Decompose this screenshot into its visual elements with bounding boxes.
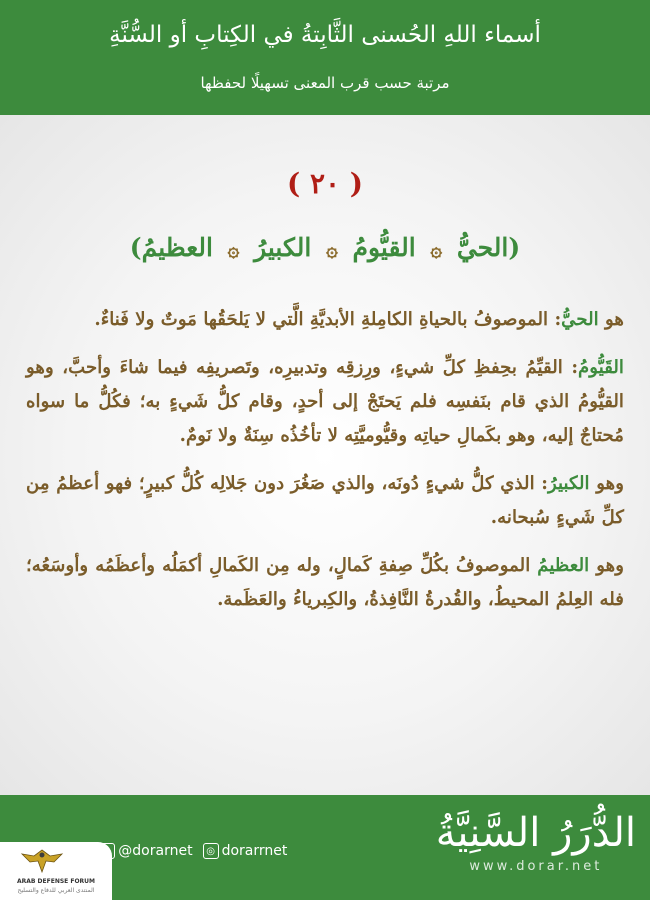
- instagram-handle: dorarrnet: [221, 843, 288, 859]
- paragraph-text: : الموصوفُ بالحياةِ الكامِلةِ الأبديَّةِ الَّتي لا يَلحَقُها مَوتٌ ولا فَناءٌ.: [94, 309, 562, 330]
- paragraph-prefix: وهو: [589, 473, 624, 494]
- explanation-text: [26, 303, 624, 631]
- paragraph-text: : الذي كلُّ شيءٍ دُونَه، والذي صَغُرَ دون جَلالِه كُلُّ كبيرٍ؛ فهو أعظمُ مِن كلِّ شَيءٍ سُبحانه.: [26, 473, 624, 528]
- content-panel: [0, 115, 650, 795]
- keyword-al-azim: العظيمُ: [537, 555, 590, 576]
- forum-watermark: [0, 842, 112, 900]
- paragraph-al-azim: [26, 549, 624, 617]
- paragraph-text: : القيِّمُ بحِفظِ كلِّ شيءٍ، ورِزقِه وتدبيرِه، وتَصريفِه فيما شاءَ وأحبَّ، وهو القيُّومُ الذي قام بنَفسِه فلم يَحتَجْ إلى أحدٍ، وقام كلُّ شَيءٍ به؛ فكُلُّ ما سواه مُحتاجٌ إليه، وهو بكَمالِ حياتِه وقيُّوميَّتِه لا تأخُذُه سِنَةٌ ولا نَومٌ.: [26, 357, 624, 446]
- paragraph-text: الموصوفُ بكُلِّ صِفةِ كَمالٍ، وله مِن الكَمالِ أكمَلُه وأعظَمُه وأوسَعُه؛ فله العِلمُ المحيطُ، والقُدرةُ النَّافِذةُ، والكِبرياءُ والعَظَمة.: [26, 555, 624, 610]
- ornament-icon: ۞: [227, 237, 240, 261]
- brand-url: www.dorar.net: [469, 859, 603, 874]
- eagle-logo-icon: [20, 846, 64, 874]
- watermark-subtitle: المنتدى العربي للدفاع والتسليح: [17, 887, 95, 894]
- paragraph-prefix: وهو: [589, 555, 624, 576]
- entry-number: ( ٢٠ ): [286, 167, 364, 200]
- name-al-hayy: الحيُّ: [456, 233, 509, 262]
- social-instagram[interactable]: [203, 843, 288, 859]
- name-al-azim: العظيمُ: [141, 233, 213, 262]
- keyword-al-qayyum: القَيُّومُ: [578, 357, 624, 378]
- watermark-title: ARAB DEFENSE FORUM: [16, 878, 96, 885]
- ornament-icon: ۞: [430, 237, 443, 261]
- name-al-kabir: الكبيرُ: [254, 233, 312, 262]
- twitter-handle: @dorarnet: [118, 843, 193, 859]
- paragraph-al-kabir: [26, 467, 624, 535]
- paragraph-al-qayyum: [26, 351, 624, 453]
- brand-arabic-name: الدُّرَرُ السَّنِيَّةُ: [435, 810, 636, 856]
- keyword-al-hayy: الحيُّ: [561, 309, 599, 330]
- keyword-al-kabir: الكبيرُ: [547, 473, 590, 494]
- header-title: أسماء اللهِ الحُسنى الثَّابِتةُ في الكِتابِ أو السُّنَّةِ: [109, 22, 541, 48]
- name-al-qayyum: القيُّومُ: [352, 233, 416, 262]
- ornament-icon: ۞: [326, 237, 338, 261]
- header-banner: [0, 0, 650, 115]
- names-close-paren: ): [129, 233, 142, 262]
- header-subtitle: مرتبة حسب قرب المعنى تسهيلًا لحفظها: [200, 74, 450, 92]
- dorar-logo: [436, 807, 636, 874]
- social-twitter[interactable]: [99, 843, 192, 859]
- instagram-icon: ◎: [203, 843, 219, 859]
- paragraph-al-hayy: [26, 303, 624, 337]
- paragraph-prefix: هو: [598, 309, 624, 330]
- names-heading: [0, 233, 650, 262]
- names-open-paren: (: [508, 233, 521, 262]
